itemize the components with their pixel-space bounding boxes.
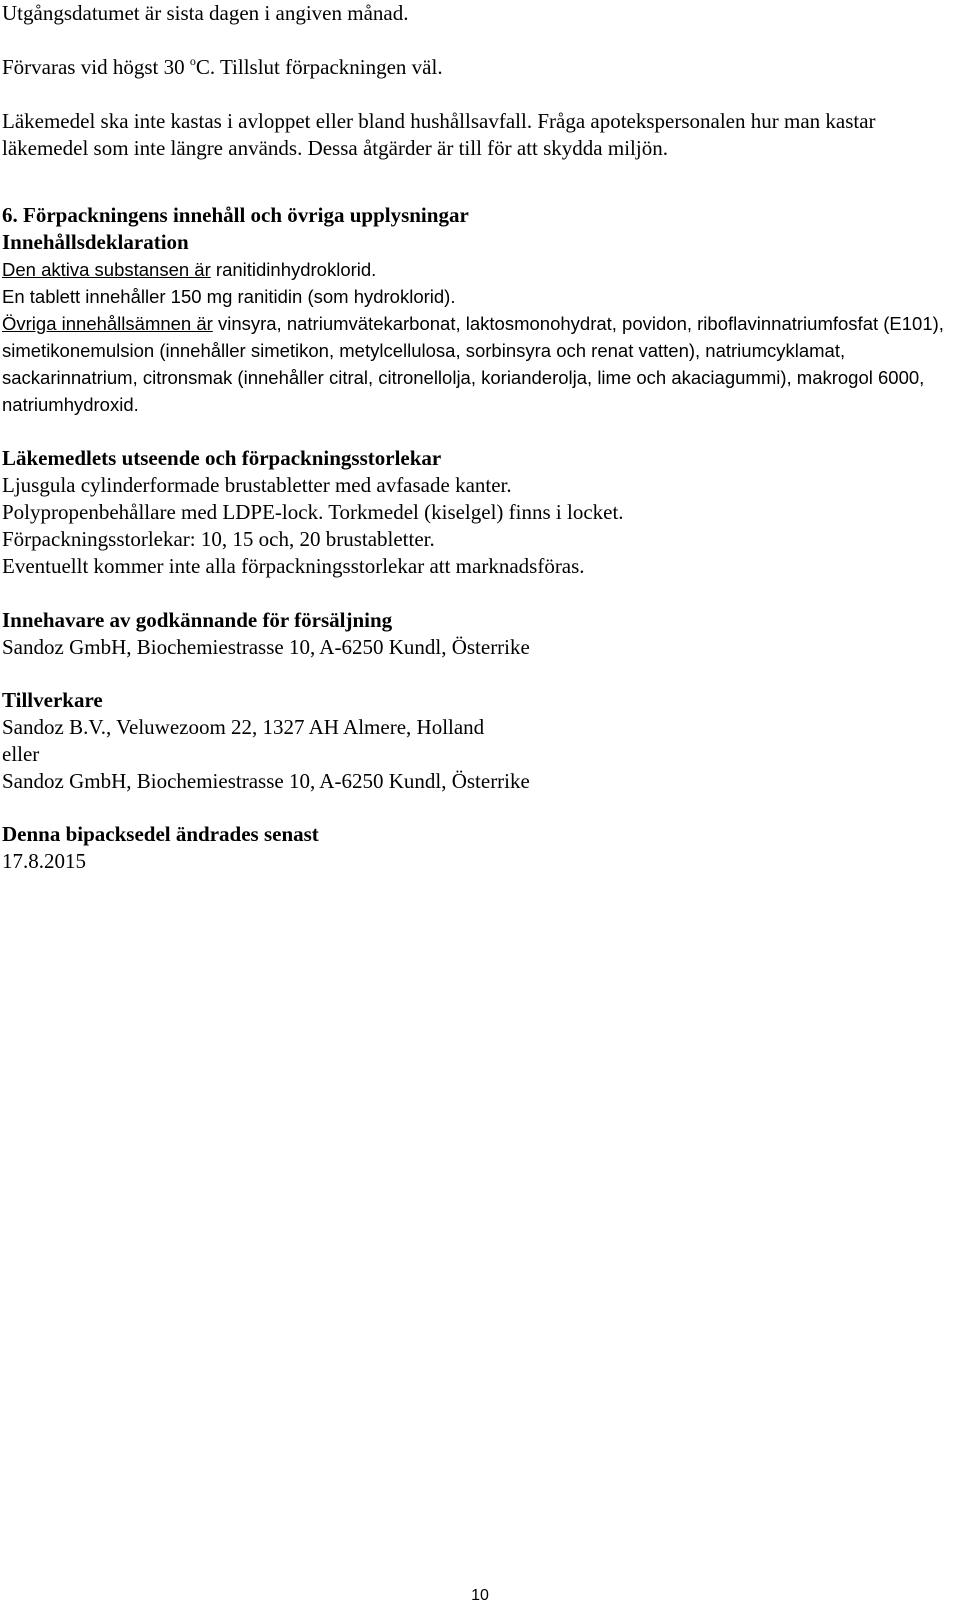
appearance-line: Förpackningsstorlekar: 10, 15 och, 20 brustabletter. bbox=[2, 527, 435, 551]
storage-suffix: C. Tillslut förpackningen väl. bbox=[195, 55, 443, 79]
manufacturer-address-2: Sandoz GmbH, Biochemiestrasse 10, A-6250 Kundl, Österrike bbox=[2, 769, 530, 793]
tablet-content-text: En tablett innehåller 150 mg ranitidin (som hydroklorid). bbox=[2, 286, 456, 307]
appearance-line: Eventuellt kommer inte alla förpackningsstorlekar att marknadsföras. bbox=[2, 554, 585, 578]
storage-prefix: Förvaras vid högst 30 bbox=[2, 55, 185, 79]
active-substance-label: Den aktiva substansen är bbox=[2, 259, 211, 280]
other-ingredients-value: vinsyra, natriumvätekarbonat, laktosmonohydrat, povidon, riboflavinnatriumfosfat (E101), simetikonemulsion (innehåller simetikon, metylcellulosa, sorbinsyra och renat vatten), natriumcyklamat, sackarinnatrium, citronsmak (innehåller citral, citronellolja, korianderolja, lime och akaciagummi), makrogol 6000, natriumhydroxid. bbox=[2, 313, 944, 415]
revision-heading: Denna bipacksedel ändrades senast bbox=[2, 822, 319, 846]
expiry-text: Utgångsdatumet är sista dagen i angiven månad. bbox=[2, 1, 409, 25]
disposal-text: Läkemedel ska inte kastas i avloppet eller bland hushållsavfall. Fråga apotekspersonalen hur man kastar läkemedel som inte längre används. Dessa åtgärder är till för att skydda miljön. bbox=[2, 109, 876, 160]
active-substance-value: ranitidinhydroklorid. bbox=[210, 259, 377, 280]
manufacturer-heading: Tillverkare bbox=[2, 688, 103, 712]
appearance-line: Polypropenbehållare med LDPE-lock. Torkmedel (kiselgel) finns i locket. bbox=[2, 500, 624, 524]
holder-address: Sandoz GmbH, Biochemiestrasse 10, A-6250 Kundl, Österrike bbox=[2, 635, 530, 659]
appearance-heading: Läkemedlets utseende och förpackningsstorlekar bbox=[2, 446, 442, 470]
revision-date: 17.8.2015 bbox=[2, 849, 86, 873]
other-ingredients-label: Övriga innehållsämnen är bbox=[2, 313, 213, 334]
ingredients-heading: Innehållsdeklaration bbox=[2, 230, 189, 254]
manufacturer-or: eller bbox=[2, 742, 40, 766]
document-page bbox=[2, 0, 952, 875]
manufacturer-address-1: Sandoz B.V., Veluwezoom 22, 1327 AH Almere, Holland bbox=[2, 715, 485, 739]
active-substance-text bbox=[2, 256, 952, 283]
degree-symbol: o bbox=[189, 54, 196, 68]
holder-heading: Innehavare av godkännande för försäljning bbox=[2, 608, 393, 632]
other-ingredients-text bbox=[2, 310, 952, 418]
section-6-heading: 6. Förpackningens innehåll och övriga upplysningar bbox=[2, 203, 469, 227]
appearance-line: Ljusgula cylinderformade brustabletter med avfasade kanter. bbox=[2, 473, 512, 497]
storage-text bbox=[2, 54, 952, 81]
page-number: 10 bbox=[471, 1587, 489, 1604]
